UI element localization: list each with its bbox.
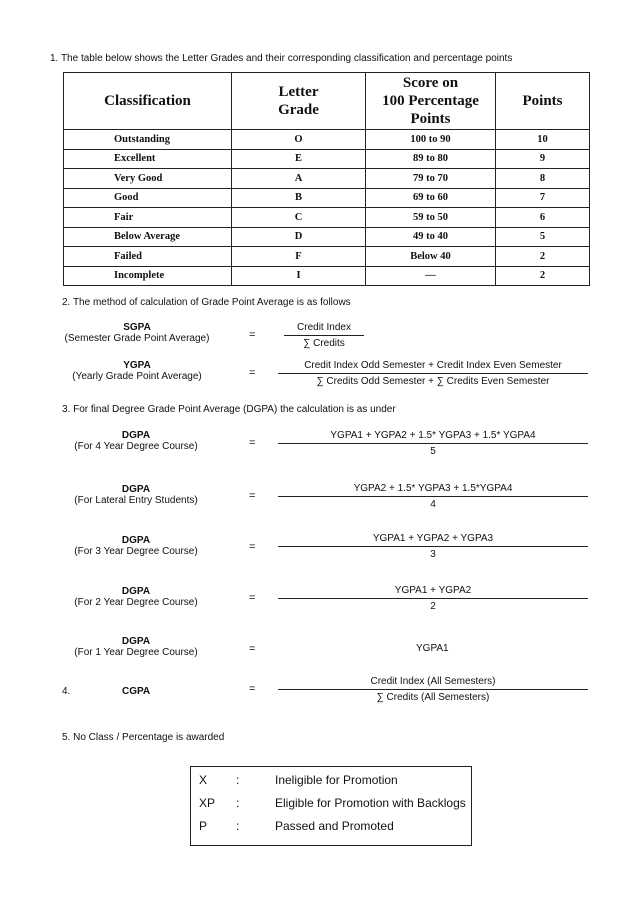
legend-separator: : <box>236 773 240 787</box>
sgpa-numerator: Credit Index <box>297 322 351 333</box>
cell-points: 10 <box>496 130 590 150</box>
cell-letter: B <box>232 188 366 208</box>
dgpa3-desc: (For 3 Year Degree Course) <box>74 546 198 557</box>
cell-letter: I <box>232 266 366 286</box>
cell-score: 59 to 50 <box>366 208 496 228</box>
dgpa-lateral-desc: (For Lateral Entry Students) <box>74 495 198 506</box>
cell-score: 89 to 80 <box>366 149 496 169</box>
ygpa-desc: (Yearly Grade Point Average) <box>72 371 202 382</box>
legend-meaning: Eligible for Promotion with Backlogs <box>275 796 466 810</box>
dgpa2-desc: (For 2 Year Degree Course) <box>74 597 198 608</box>
dgpa4-equals: = <box>249 437 256 449</box>
dgpa-lateral-numerator: YGPA2 + 1.5* YGPA3 + 1.5*YGPA4 <box>353 483 513 494</box>
table-row <box>64 227 590 247</box>
cgpa-numerator: Credit Index (All Semesters) <box>370 676 496 687</box>
cell-classification: Outstanding <box>64 130 232 150</box>
dgpa1-label <box>62 636 210 658</box>
dgpa3-fraction <box>278 533 588 560</box>
table-row <box>64 149 590 169</box>
header-letter-line2: Grade <box>278 102 319 118</box>
dgpa2-denominator: 2 <box>278 598 588 612</box>
header-letter-line1: Letter <box>278 84 319 100</box>
dgpa2-label <box>62 586 210 608</box>
sgpa-label <box>62 322 212 344</box>
cell-classification: Failed <box>64 247 232 267</box>
table-row <box>64 188 590 208</box>
ygpa-denominator: ∑ Credits Odd Semester + ∑ Credits Even Semester <box>278 373 588 387</box>
dgpa3-equals: = <box>249 541 256 553</box>
sgpa-title: SGPA <box>123 322 151 333</box>
dgpa3-title: DGPA <box>121 535 151 546</box>
cell-classification: Below Average <box>64 227 232 247</box>
table-row <box>64 266 590 286</box>
item-4-number: 4. <box>62 686 71 697</box>
dgpa-lateral-label <box>62 484 210 506</box>
item-1-text: 1. The table below shows the Letter Grades and their corresponding classification and percentage points <box>50 53 513 64</box>
dgpa2-equals: = <box>249 592 256 604</box>
cgpa-equals: = <box>249 683 256 695</box>
promotion-legend <box>190 766 472 846</box>
header-points: Points <box>496 73 590 130</box>
ygpa-fraction <box>278 360 588 387</box>
cell-points: 2 <box>496 266 590 286</box>
cell-points: 9 <box>496 149 590 169</box>
cell-classification: Good <box>64 188 232 208</box>
cell-classification: Fair <box>64 208 232 228</box>
cell-score: — <box>366 266 496 286</box>
cell-letter: D <box>232 227 366 247</box>
dgpa4-desc: (For 4 Year Degree Course) <box>74 441 198 452</box>
cell-classification: Incomplete <box>64 266 232 286</box>
table-row <box>64 130 590 150</box>
header-score-line1: Score on <box>402 75 459 91</box>
dgpa-lateral-denominator: 4 <box>278 496 588 510</box>
dgpa3-label <box>62 535 210 557</box>
cell-score: Below 40 <box>366 247 496 267</box>
grade-table <box>63 72 590 286</box>
cell-letter: F <box>232 247 366 267</box>
ygpa-numerator: Credit Index Odd Semester + Credit Index Even Semester <box>304 360 562 371</box>
cell-letter: E <box>232 149 366 169</box>
item-5-text: 5. No Class / Percentage is awarded <box>62 732 225 743</box>
dgpa2-title: DGPA <box>121 586 151 597</box>
dgpa3-numerator: YGPA1 + YGPA2 + YGPA3 <box>372 533 494 544</box>
ygpa-equals: = <box>249 367 256 379</box>
sgpa-equals: = <box>249 329 256 341</box>
item-2-text: 2. The method of calculation of Grade Point Average is as follows <box>62 297 351 308</box>
header-score-line2: 100 Percentage <box>382 93 479 109</box>
legend-separator: : <box>236 819 240 833</box>
cell-letter: A <box>232 169 366 189</box>
dgpa1-equals: = <box>249 643 256 655</box>
legend-code: X <box>199 773 208 787</box>
dgpa4-label <box>62 430 210 452</box>
cgpa-title: CGPA <box>122 686 151 697</box>
dgpa2-numerator: YGPA1 + YGPA2 <box>394 585 472 596</box>
cell-letter: O <box>232 130 366 150</box>
table-row <box>64 208 590 228</box>
table-row <box>64 247 590 267</box>
header-score <box>366 73 496 130</box>
sgpa-desc: (Semester Grade Point Average) <box>64 333 210 344</box>
sgpa-fraction <box>284 322 364 349</box>
dgpa4-numerator: YGPA1 + YGPA2 + 1.5* YGPA3 + 1.5* YGPA4 <box>330 430 536 441</box>
legend-code: XP <box>199 796 216 810</box>
dgpa-lateral-title: DGPA <box>121 484 151 495</box>
sgpa-denominator: ∑ Credits <box>284 335 364 349</box>
table-header-row <box>64 73 590 130</box>
dgpa2-fraction <box>278 585 588 612</box>
header-letter-grade <box>232 73 366 130</box>
dgpa4-denominator: 5 <box>278 443 588 457</box>
cell-letter: C <box>232 208 366 228</box>
legend-code: P <box>199 819 208 833</box>
header-classification: Classification <box>64 73 232 130</box>
dgpa1-value: YGPA1 <box>416 643 449 654</box>
item-3-text: 3. For final Degree Grade Point Average (DGPA) the calculation is as under <box>62 404 396 415</box>
dgpa-lateral-fraction <box>278 483 588 510</box>
legend-meaning: Passed and Promoted <box>275 819 394 833</box>
ygpa-title: YGPA <box>123 360 151 371</box>
cell-points: 6 <box>496 208 590 228</box>
cell-score: 69 to 60 <box>366 188 496 208</box>
legend-meaning: Ineligible for Promotion <box>275 773 398 787</box>
dgpa4-title: DGPA <box>121 430 151 441</box>
cell-points: 2 <box>496 247 590 267</box>
cgpa-fraction <box>278 676 588 703</box>
dgpa-lateral-equals: = <box>249 490 256 502</box>
cell-points: 8 <box>496 169 590 189</box>
header-score-line3: Points <box>410 111 451 127</box>
legend-separator: : <box>236 796 240 810</box>
cell-score: 100 to 90 <box>366 130 496 150</box>
cell-points: 7 <box>496 188 590 208</box>
ygpa-label <box>62 360 212 382</box>
dgpa3-denominator: 3 <box>278 546 588 560</box>
cell-classification: Very Good <box>64 169 232 189</box>
table-row <box>64 169 590 189</box>
cell-score: 79 to 70 <box>366 169 496 189</box>
cell-score: 49 to 40 <box>366 227 496 247</box>
dgpa4-fraction <box>278 430 588 457</box>
cell-classification: Excellent <box>64 149 232 169</box>
dgpa1-desc: (For 1 Year Degree Course) <box>74 647 198 658</box>
dgpa1-title: DGPA <box>121 636 151 647</box>
cgpa-denominator: ∑ Credits (All Semesters) <box>278 689 588 703</box>
cell-points: 5 <box>496 227 590 247</box>
